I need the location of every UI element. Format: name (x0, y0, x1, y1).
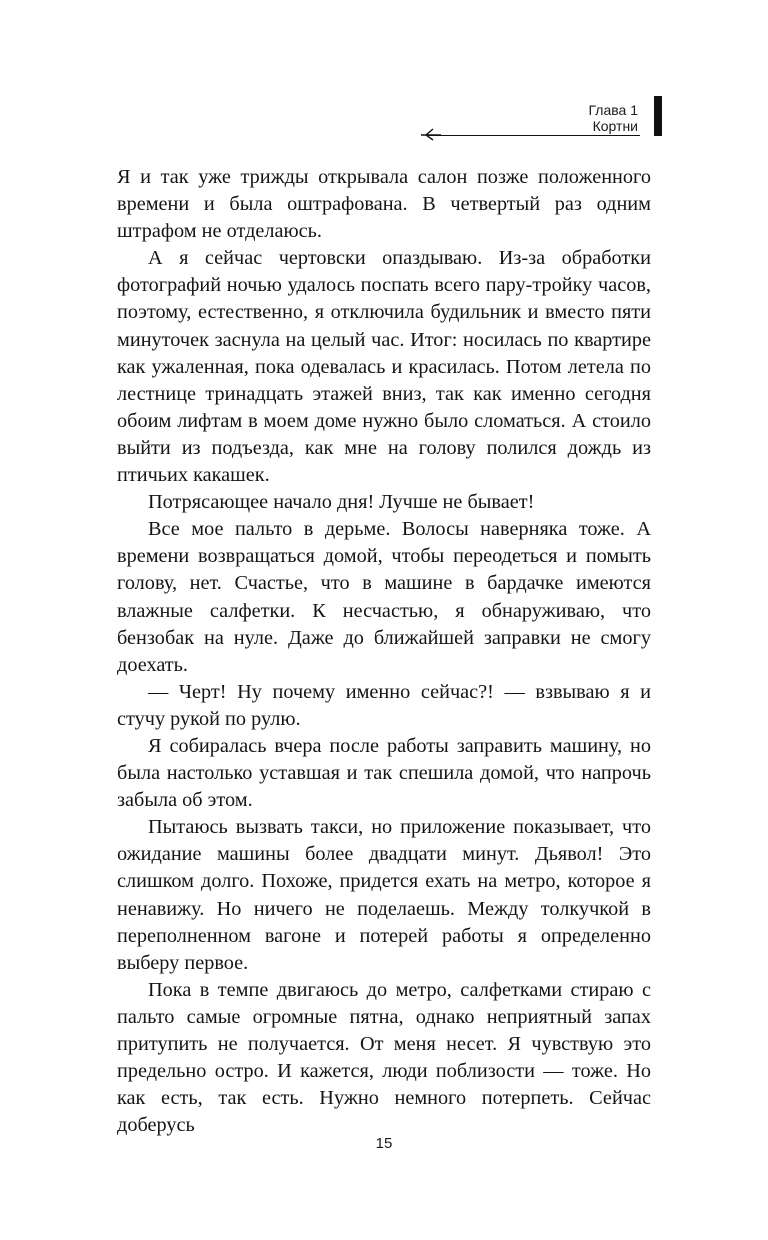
running-header (420, 96, 662, 140)
paragraph: А я сейчас чертовски опаздываю. Из-за обработки фотографий ночью удалось поспать всего пару-тройку часов, поэтому, естественно, я отключила будильник и вместо пяти минуточек заснула на целый час. Итог: носилась по квартире как ужаленная, пока одевалась и красилась. Потом летела по лестнице тринадцать этажей вниз, так как именно сегодня обоим лифтам в моем доме нужно было сломаться. А стоило выйти из подъезда, как мне на голову полился дождь из птичьих какашек. (117, 247, 651, 487)
paragraph: Потрясающее начало дня! Лучше не бывает! (148, 491, 535, 514)
paragraph: — Черт! Ну почему именно сейчас?! — взвываю я и стучу рукой по рулю. (117, 680, 651, 730)
paragraph: Все мое пальто в дерьме. Волосы наверняка тоже. А времени возвращаться домой, чтобы переодеться и помыть голову, нет. Счастье, что в машине в бардачке имеются влажные салфетки. К несчастью, я обнаруживаю, что бензобак на нуле. Даже до ближайшей заправки не смогу доехать. (117, 518, 651, 676)
paragraph: Пытаюсь вызвать такси, но приложение показывает, что ожидание машины более двадцати минут. Дьявол! Это слишком долго. Похоже, придется ехать на метро, которое я ненавижу. Но ничего не поделаешь. Между толкучкой в переполненном вагоне и потерей работы я определенно выберу первое. (117, 816, 651, 974)
paragraph: Я и так уже трижды открывала салон позже положенного времени и была оштрафована. В четвертый раз одним штрафом не отделаюсь. (117, 166, 651, 243)
paragraph: Пока в темпе двигаюсь до метро, салфетками стираю с пальто самые огромные пятна, однако неприятный запах притупить не получается. От меня несет. Я чувствую это предельно остро. И кажется, люди поблизости — тоже. Но как есть, так есть. Нужно немного потерпеть. Сейчас доберусь (117, 978, 651, 1137)
chapter-label: Глава 1 (588, 102, 638, 118)
header-arrow-icon (420, 127, 442, 141)
page-number: 15 (375, 1135, 393, 1152)
paragraph: Я собиралась вчера после работы заправить машину, но была настолько уставшая и так спешила домой, что напрочь забыла об этом. (117, 734, 651, 812)
header-bar-decoration (654, 96, 662, 136)
header-rule (428, 135, 640, 136)
body-text (117, 164, 651, 1139)
chapter-character-name: Кортни (592, 118, 638, 134)
